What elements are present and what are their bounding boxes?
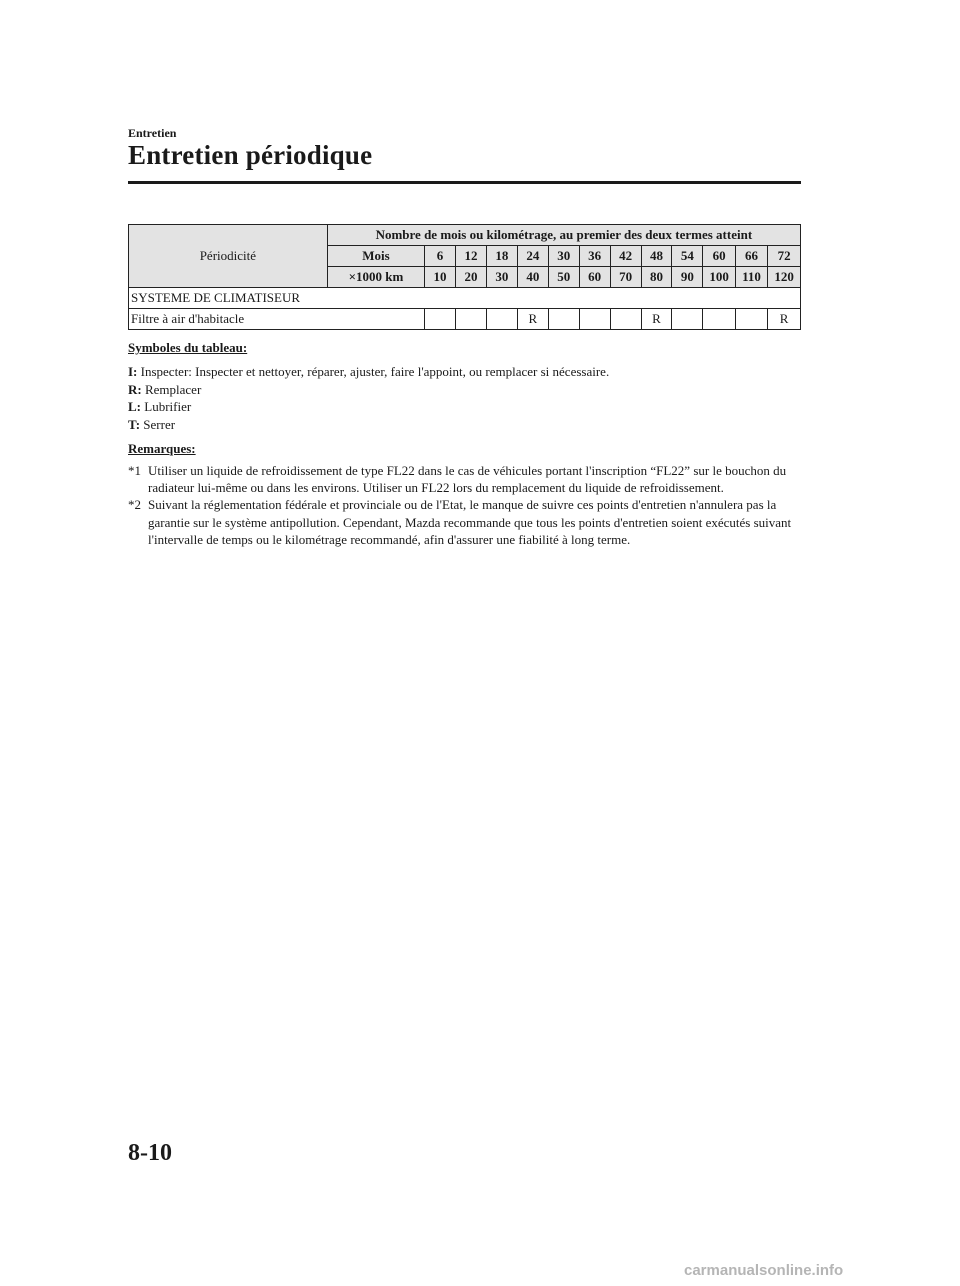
table-section-row	[129, 288, 801, 309]
km-cell: 70	[610, 267, 641, 288]
schedule-cell	[610, 309, 641, 330]
km-cell: 110	[735, 267, 767, 288]
symbol-item	[128, 363, 808, 381]
remark-text: Utiliser un liquide de refroidissement de type FL22 dans le cas de véhicules portant l'inscription “FL22” sur le bouchon du radiateur lui-même ou dans les environs. Utiliser un FL22 lors du remplacement du liquide de refroidissement.	[148, 463, 787, 496]
km-cell: 50	[548, 267, 579, 288]
month-cell: 72	[768, 246, 801, 267]
period-header: Périodicité	[129, 225, 328, 288]
month-cell: 6	[425, 246, 456, 267]
schedule-cell: R	[517, 309, 548, 330]
symbol-item	[128, 381, 808, 399]
schedule-cell	[735, 309, 767, 330]
month-cell: 42	[610, 246, 641, 267]
symbol-item	[128, 398, 808, 416]
schedule-cell	[456, 309, 487, 330]
month-cell: 48	[641, 246, 672, 267]
span-header: Nombre de mois ou kilométrage, au premier des deux termes atteint	[327, 225, 800, 246]
month-cell: 54	[672, 246, 703, 267]
remarks-list	[128, 462, 808, 548]
schedule-cell	[486, 309, 517, 330]
maintenance-schedule-table	[128, 224, 801, 330]
month-cell: 36	[579, 246, 610, 267]
schedule-cell: R	[768, 309, 801, 330]
table-section-label: SYSTEME DE CLIMATISEUR	[129, 288, 801, 309]
remark-item	[128, 462, 808, 496]
row-label: Filtre à air d'habitacle	[129, 309, 425, 330]
symbol-key: L:	[128, 399, 141, 414]
remarks-title: Remarques:	[128, 441, 196, 456]
month-cell: 18	[486, 246, 517, 267]
watermark: carmanualsonline.info	[684, 1262, 844, 1279]
schedule-cell	[548, 309, 579, 330]
km-cell: 40	[517, 267, 548, 288]
symbol-key: R:	[128, 381, 142, 397]
schedule-cell: R	[641, 309, 672, 330]
section-label: Entretien	[128, 126, 177, 140]
remark-mark: *1	[128, 463, 141, 478]
remark-text: Suivant la réglementation fédérale et provinciale ou de l'Etat, le manque de suivre ces points d'entretien n'annulera pas la garantie sur le système antipollution. Cependant, Mazda recommande que tous les points d'entretien soient exécutés suivant l'intervalle de temps ou le kilométrage recommandé, afin d'assurer une fiabilité à long terme.	[148, 497, 792, 547]
month-cell: 30	[548, 246, 579, 267]
table-header-row-1	[129, 225, 801, 246]
schedule-cell	[703, 309, 735, 330]
km-cell: 120	[768, 267, 801, 288]
schedule-cell	[579, 309, 610, 330]
symbol-key: T:	[128, 416, 141, 432]
month-cell: 66	[735, 246, 767, 267]
symbol-text: Remplacer	[144, 381, 202, 397]
km-cell: 30	[486, 267, 517, 288]
km-cell: 10	[425, 267, 456, 288]
symbols-list	[128, 363, 808, 433]
km-cell: 60	[579, 267, 610, 288]
symbol-item	[128, 416, 808, 434]
table-row	[129, 309, 801, 330]
symbol-text: Lubrifier	[144, 399, 192, 414]
symbol-key: I:	[128, 364, 138, 379]
month-cell: 12	[456, 246, 487, 267]
symbols-title: Symboles du tableau:	[128, 340, 248, 355]
km-cell: 20	[456, 267, 487, 288]
page-number: 8-10	[128, 1140, 172, 1166]
symbol-text: Inspecter: Inspecter et nettoyer, réparer, ajuster, faire l'appoint, ou remplacer si nécessaire.	[140, 364, 610, 379]
month-cell: 60	[703, 246, 735, 267]
km-cell: 90	[672, 267, 703, 288]
month-cell: 24	[517, 246, 548, 267]
km-label: ×1000 km	[327, 267, 424, 288]
months-label: Mois	[327, 246, 424, 267]
schedule-cell	[425, 309, 456, 330]
remark-item	[128, 496, 808, 548]
remark-mark: *2	[128, 497, 141, 513]
title-rule	[128, 181, 801, 184]
page-title: Entretien périodique	[128, 140, 373, 170]
km-cell: 100	[703, 267, 735, 288]
km-cell: 80	[641, 267, 672, 288]
symbol-text: Serrer	[143, 416, 176, 432]
schedule-cell	[672, 309, 703, 330]
